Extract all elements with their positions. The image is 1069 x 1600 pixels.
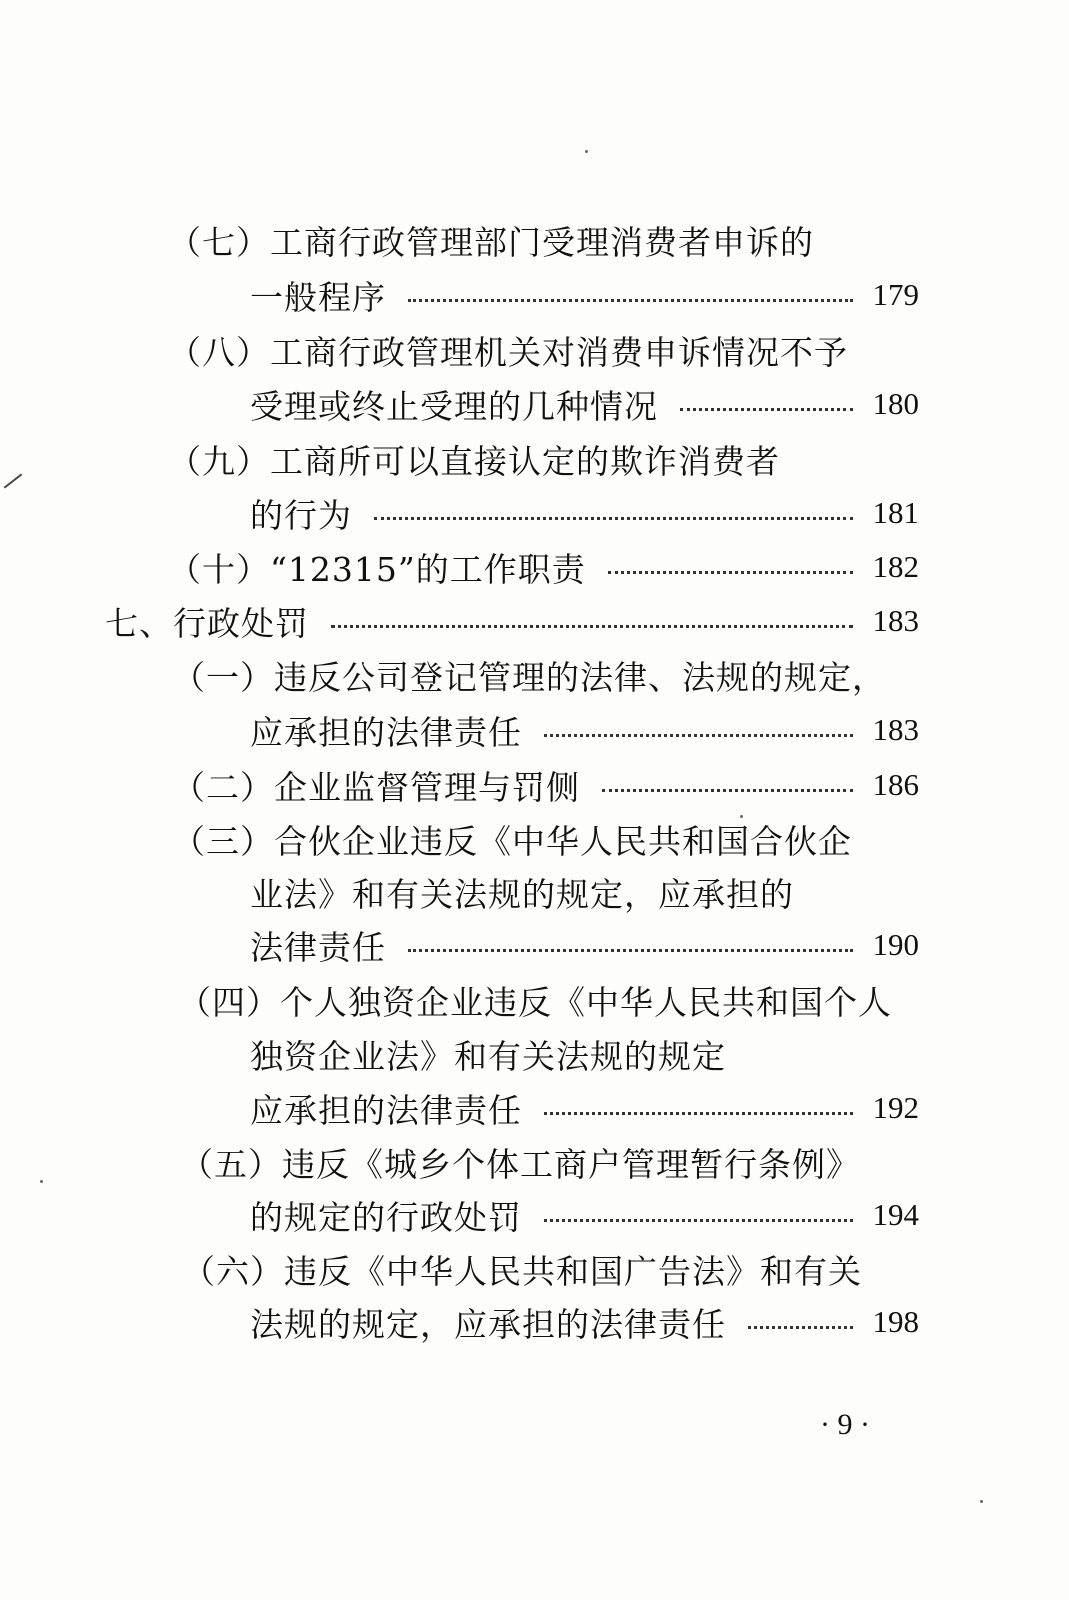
toc-section-title: 行政处罚 bbox=[173, 603, 309, 643]
toc-entry-title: 工商行政管理部门受理消费者申诉的 bbox=[270, 222, 814, 262]
scan-mark bbox=[4, 473, 23, 488]
toc-entry-title: 个人独资企业违反《中华人民共和国个人 bbox=[280, 982, 892, 1022]
toc-page-number: 186 bbox=[872, 767, 919, 802]
toc-entry-10 bbox=[168, 542, 919, 592]
toc-entry-number: （十） bbox=[168, 549, 270, 589]
toc-entry-title-continued: 业法》和有关法规的规定，应承担的 bbox=[250, 874, 794, 914]
dot-leader bbox=[408, 298, 853, 302]
toc-page-number: 183 bbox=[872, 603, 919, 638]
toc-entry-title-continued: 独资企业法》和有关法规的规定 bbox=[250, 1036, 726, 1076]
toc-entry-title-continued: 受理或终止受理的几种情况 bbox=[250, 386, 658, 426]
scan-speck bbox=[740, 815, 743, 818]
toc-entry-1-line-2 bbox=[250, 705, 919, 755]
toc-entry-title: 企业监督管理与罚侧 bbox=[274, 767, 580, 807]
dot-leader bbox=[408, 948, 853, 952]
page-number-footer: · 9 · bbox=[820, 1408, 870, 1441]
toc-entry-title-continued: 的规定的行政处罚 bbox=[250, 1197, 522, 1237]
toc-page-number: 190 bbox=[872, 927, 919, 962]
toc-page-number: 182 bbox=[872, 549, 919, 584]
toc-entry-number: （七） bbox=[168, 222, 270, 262]
dot-leader bbox=[544, 1218, 853, 1222]
toc-entry-3-line-2 bbox=[250, 867, 794, 917]
toc-entry-title-continued: 法规的规定，应承担的法律责任 bbox=[250, 1304, 726, 1344]
dot-leader bbox=[748, 1325, 853, 1329]
toc-page-number: 198 bbox=[872, 1304, 919, 1339]
toc-page-number: 192 bbox=[872, 1090, 919, 1125]
toc-entry-number: （四） bbox=[178, 982, 280, 1022]
toc-entry-title: 合伙企业违反《中华人民共和国合伙企 bbox=[274, 821, 852, 861]
dot-leader bbox=[544, 733, 853, 737]
toc-entry-title: “12315”的工作职责 bbox=[270, 549, 586, 589]
toc-page-number: 180 bbox=[872, 386, 919, 421]
dot-leader bbox=[602, 788, 853, 792]
toc-entry-title: 违反《城乡个体工商户管理暂行条例》 bbox=[282, 1144, 860, 1184]
toc-entry-title-continued: 的行为 bbox=[250, 495, 352, 535]
dot-leader bbox=[680, 407, 853, 411]
toc-entry-title-continued: 法律责任 bbox=[250, 927, 386, 967]
toc-entry-number: （六） bbox=[182, 1251, 284, 1291]
toc-page-number: 183 bbox=[872, 712, 919, 747]
toc-section-number: 七、 bbox=[105, 603, 173, 643]
toc-entry-4-line-1 bbox=[178, 975, 892, 1025]
toc-entry-number: （三） bbox=[172, 821, 274, 861]
toc-entry-9-line-2 bbox=[250, 488, 919, 538]
dot-leader bbox=[608, 570, 853, 574]
toc-entry-6-line-1 bbox=[182, 1244, 862, 1294]
toc-entry-title: 工商行政管理机关对消费申诉情况不予 bbox=[270, 332, 848, 372]
scan-speck bbox=[980, 1500, 983, 1503]
toc-entry-8-line-1 bbox=[168, 325, 848, 375]
toc-entry-7-line-1 bbox=[168, 215, 814, 265]
toc-entry-number: （八） bbox=[168, 332, 270, 372]
dot-leader bbox=[544, 1111, 853, 1115]
toc-entry-3-line-1 bbox=[172, 814, 852, 864]
toc-entry-6-line-2 bbox=[250, 1297, 919, 1347]
toc-page-number: 181 bbox=[872, 495, 919, 530]
toc-entry-7-line-2 bbox=[250, 270, 919, 320]
toc-entry-9-line-1 bbox=[168, 434, 780, 484]
toc-entry-title-continued: 应承担的法律责任 bbox=[250, 1090, 522, 1130]
scan-speck bbox=[40, 1180, 43, 1183]
toc-entry-number: （一） bbox=[172, 657, 274, 697]
scan-speck bbox=[585, 150, 588, 153]
toc-entry-title: 工商所可以直接认定的欺诈消费者 bbox=[270, 441, 780, 481]
toc-entry-title-continued: 一般程序 bbox=[250, 277, 386, 317]
toc-page-number: 194 bbox=[872, 1197, 919, 1232]
toc-entry-5-line-2 bbox=[250, 1190, 919, 1240]
dot-leader bbox=[331, 624, 853, 628]
toc-entry-number: （二） bbox=[172, 767, 274, 807]
toc-entry-5-line-1 bbox=[180, 1137, 860, 1187]
toc-entry-title: 违反公司登记管理的法律、法规的规定， bbox=[274, 657, 886, 697]
dot-leader bbox=[374, 516, 853, 520]
toc-entry-title-continued: 应承担的法律责任 bbox=[250, 712, 522, 752]
toc-page-number: 179 bbox=[872, 277, 919, 312]
toc-entry-1-line-1 bbox=[172, 650, 886, 700]
toc-section-7 bbox=[105, 596, 919, 646]
toc-entry-2 bbox=[172, 760, 919, 810]
toc-entry-4-line-2 bbox=[250, 1029, 726, 1079]
toc-entry-number: （九） bbox=[168, 441, 270, 481]
toc-entry-title: 违反《中华人民共和国广告法》和有关 bbox=[284, 1251, 862, 1291]
toc-entry-8-line-2 bbox=[250, 379, 919, 429]
toc-entry-4-line-3 bbox=[250, 1083, 919, 1133]
toc-entry-3-line-3 bbox=[250, 920, 919, 970]
toc-entry-number: （五） bbox=[180, 1144, 282, 1184]
